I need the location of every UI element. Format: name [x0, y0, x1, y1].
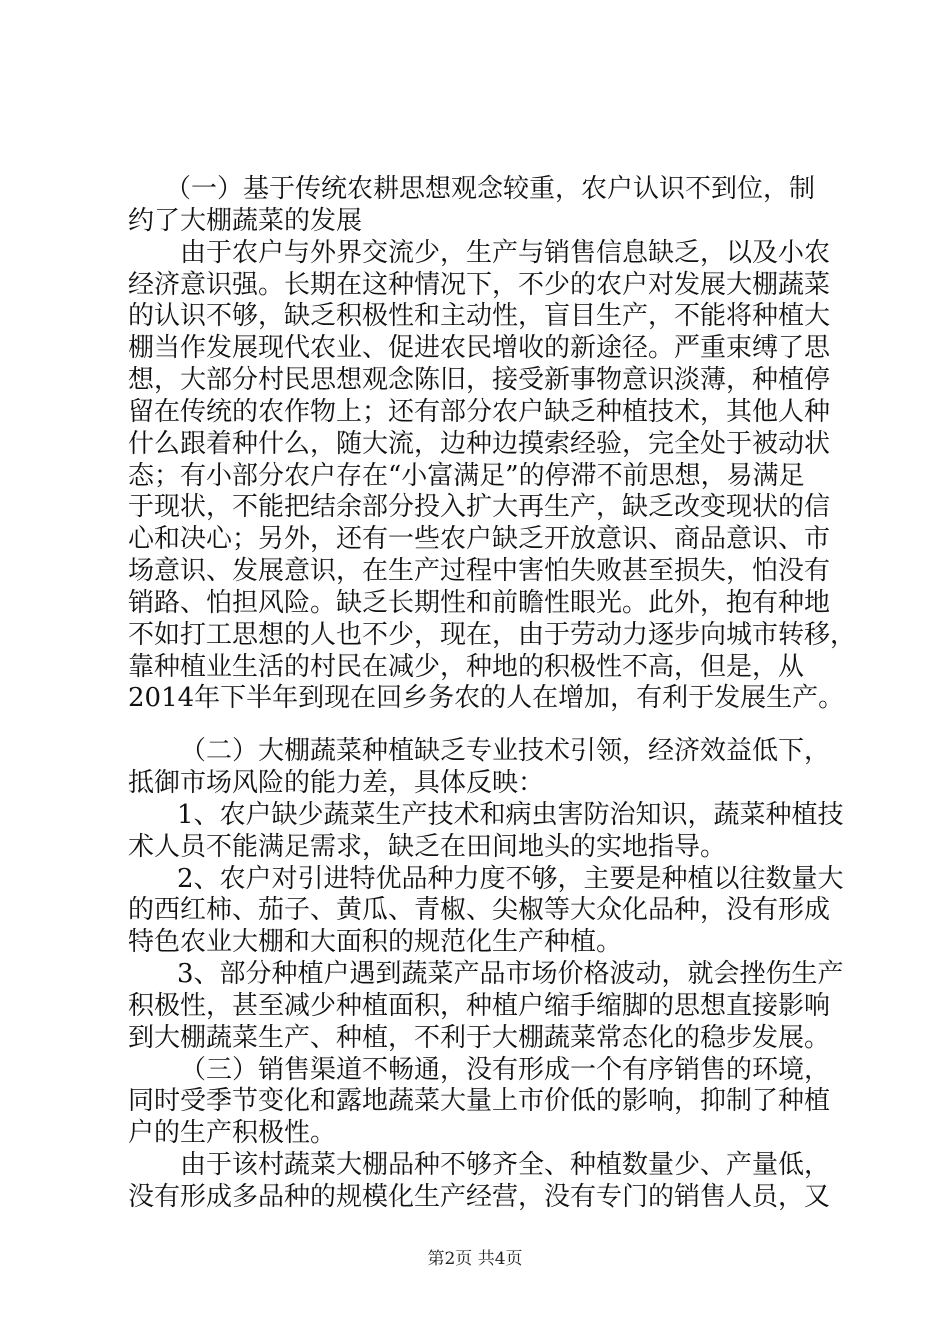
text-line: 经济意识强。长期在这种情况下，不少的农户对发展大棚蔬菜: [128, 270, 831, 300]
text-line: 棚当作发展现代农业、促进农民增收的新途径。严重束缚了思: [128, 333, 831, 363]
text-line: （三）销售渠道不畅通，没有形成一个有序销售的环境，: [180, 1055, 831, 1085]
text-line: 留在传统的农作物上；还有部分农户缺乏种植技术，其他人种: [128, 397, 831, 427]
text-line: 特色农业大棚和大面积的规范化生产种植。: [128, 927, 623, 957]
page-footer: 第2页 共4页: [427, 1249, 523, 1269]
text-line: 靠种植业生活的村民在减少，种地的积极性不高，但是，从: [128, 652, 805, 682]
text-line: （一）基于传统农耕思想观念较重，农户认识不到位，制: [165, 174, 816, 204]
text-line: 心和决心；另外，还有一些农户缺乏开放意识、商品意识、市: [128, 524, 831, 554]
text-line: 抵御市场风险的能力差，具体反映：: [128, 768, 545, 798]
text-line: 2014年下半年到现在回乡务农的人在增加，有利于发展生产。: [128, 683, 845, 713]
text-line: 没有形成多品种的规模化生产经营，没有专门的销售人员，又: [128, 1182, 831, 1212]
text-line: 不如打工思想的人也不少，现在，由于劳动力逐步向城市转移，: [128, 620, 857, 650]
text-line: 积极性，甚至减少种植面积，种植户缩手缩脚的思想直接影响: [128, 991, 831, 1021]
text-line: 的认识不够，缺乏积极性和主动性，盲目生产，不能将种植大: [128, 301, 831, 331]
text-line: （二）大棚蔬菜种植缺乏专业技术引领，经济效益低下，: [180, 736, 831, 766]
text-line: 约了大棚蔬菜的发展: [128, 206, 363, 236]
text-line: 由于农户与外界交流少，生产与销售信息缺乏，以及小农: [180, 238, 831, 268]
text-line: 于现状，不能把结余部分投入扩大再生产，缺乏改变现状的信: [128, 492, 831, 522]
text-line: 的西红柿、茄子、黄瓜、青椒、尖椒等大众化品种，没有形成: [128, 895, 831, 925]
text-line: 同时受季节变化和露地蔬菜大量上市价低的影响，抑制了种植: [128, 1086, 831, 1116]
text-line: 3、部分种植户遇到蔬菜产品市场价格波动，就会挫伤生产: [177, 959, 844, 989]
text-line: 场意识、发展意识，在生产过程中害怕失败甚至损失，怕没有: [128, 556, 831, 586]
text-line: 2、农户对引进特优品种力度不够，主要是种植以往数量大: [177, 864, 844, 894]
text-line: 术人员不能满足需求，缺乏在田间地头的实地指导。: [128, 832, 727, 862]
text-line: 想，大部分村民思想观念陈旧，接受新事物意识淡薄，种植停: [128, 365, 831, 395]
text-line: 销路、怕担风险。缺乏长期性和前瞻性眼光。此外，抱有种地: [128, 588, 831, 618]
text-line: 1、农户缺少蔬菜生产技术和病虫害防治知识，蔬菜种植技: [177, 800, 844, 830]
text-line: 户的生产积极性。: [128, 1118, 337, 1148]
text-line: 由于该村蔬菜大棚品种不够齐全、种植数量少、产量低，: [180, 1150, 831, 1180]
text-line: 什么跟着种什么，随大流，边种边摸索经验，完全处于被动状: [128, 429, 831, 459]
text-line: 态；有小部分农户存在“小富满足”的停滞不前思想，易满足: [128, 461, 805, 491]
text-line: 到大棚蔬菜生产、种植，不利于大棚蔬菜常态化的稳步发展。: [128, 1023, 831, 1053]
